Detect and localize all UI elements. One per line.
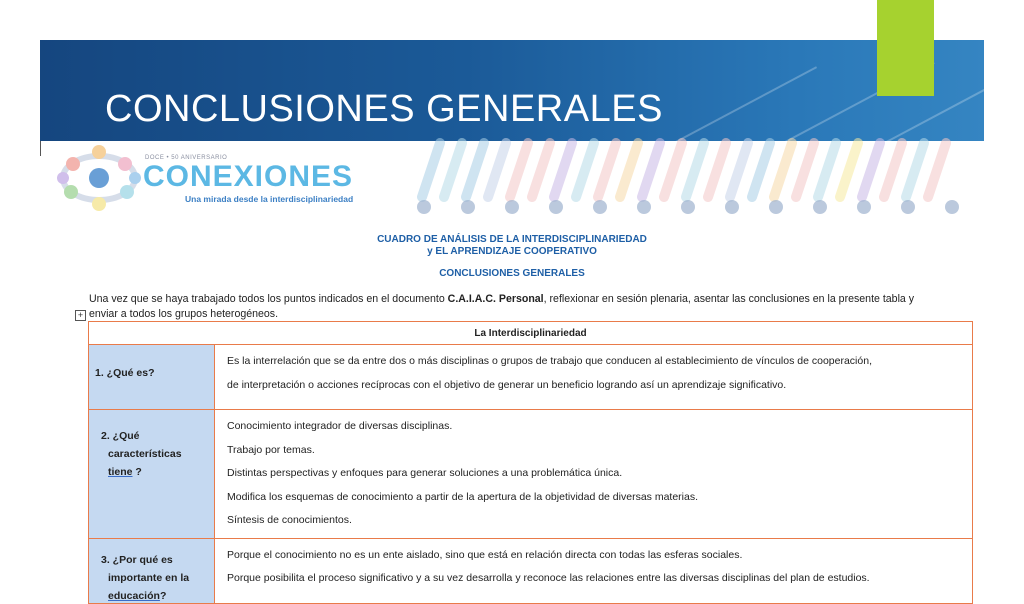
answer-cell [215,410,973,539]
logo-subtitle: Una mirada desde la interdisciplinariedad [185,194,354,204]
answer-line: Porque posibilita el proceso significativo y a su vez desarrolla y reconoce las relaciones entre las diversas disciplinas del plan de estudios. [227,572,870,584]
logo-tagline: DOCE • 50 ANIVERSARIO [145,155,228,161]
question-text-suffix: ? [132,466,142,478]
decorative-stripes-icon [400,135,970,220]
answer-line: Porque el conocimiento no es un ente aislado, sino que está en relación directa con todas las esferas sociales. [227,548,743,561]
document-heading: CUADRO DE ANÁLISIS DE LA INTERDISCIPLINARIEDAD [377,234,647,245]
question-cell [89,410,215,539]
accent-tab [877,0,934,96]
answer-line: de interpretación o acciones recíprocas con el objetivo de generar un beneficio logrando así un aprendizaje significativo. [227,378,787,391]
answer-cell [215,345,973,410]
answer-line: Es la interrelación que se da entre dos o más disciplinas o grupos de trabajo que conducen al establecimiento de vínculos de cooperación, [227,355,872,367]
table-row [89,345,973,410]
question-text-underlined: tiene [108,466,133,478]
question-text-line2: importante en la [108,571,190,584]
document-heading-line2: y EL APRENDIZAJE COOPERATIVO [427,246,597,257]
question-cell [89,538,215,603]
answer-cell [215,538,973,603]
document-subheading: CONCLUSIONES GENERALES [439,268,585,279]
table-header: La Interdisciplinariedad [89,322,973,345]
question-text: 2. ¿Qué [101,430,140,442]
question-text: 3. ¿Por qué es [101,553,173,566]
intro-text-continued: , reflexionar en sesión plenaria, asentar las conclusiones en la presente tabla y enviar a todos los grupos heterogéneos. [89,293,915,320]
question-text-suffix: ? [159,589,167,602]
intro-paragraph [89,292,929,322]
answer-line: Modifica los esquemas de conocimiento a partir de la apertura de la objetividad de diversas materias. [227,490,699,503]
table-row [89,538,973,603]
intro-bold-text: C.A.I.A.C. Personal [447,293,544,305]
answer-line: Trabajo por temas. [227,443,315,456]
slide-title: CONCLUSIONES GENERALES [105,88,663,130]
intro-text: Una vez que se haya trabajado todos los puntos indicados en el documento [89,293,448,305]
answer-line: Distintas perspectivas y enfoques para generar soluciones a una problemática única. [227,467,623,479]
table-move-handle-icon[interactable]: + [75,310,86,321]
question-text-line2: características [108,448,182,460]
logo-wordmark: CONEXIONES [143,160,354,193]
table-row [89,410,973,539]
answer-line: Conocimiento integrador de diversas disciplinas. [227,420,453,432]
analysis-table [88,321,973,604]
question-text-underlined: educación [108,589,160,602]
question-text: 1. ¿Qué es? [95,367,155,379]
question-cell [89,345,215,410]
answer-line: Síntesis de conocimientos. [227,514,352,526]
divider [40,141,41,156]
